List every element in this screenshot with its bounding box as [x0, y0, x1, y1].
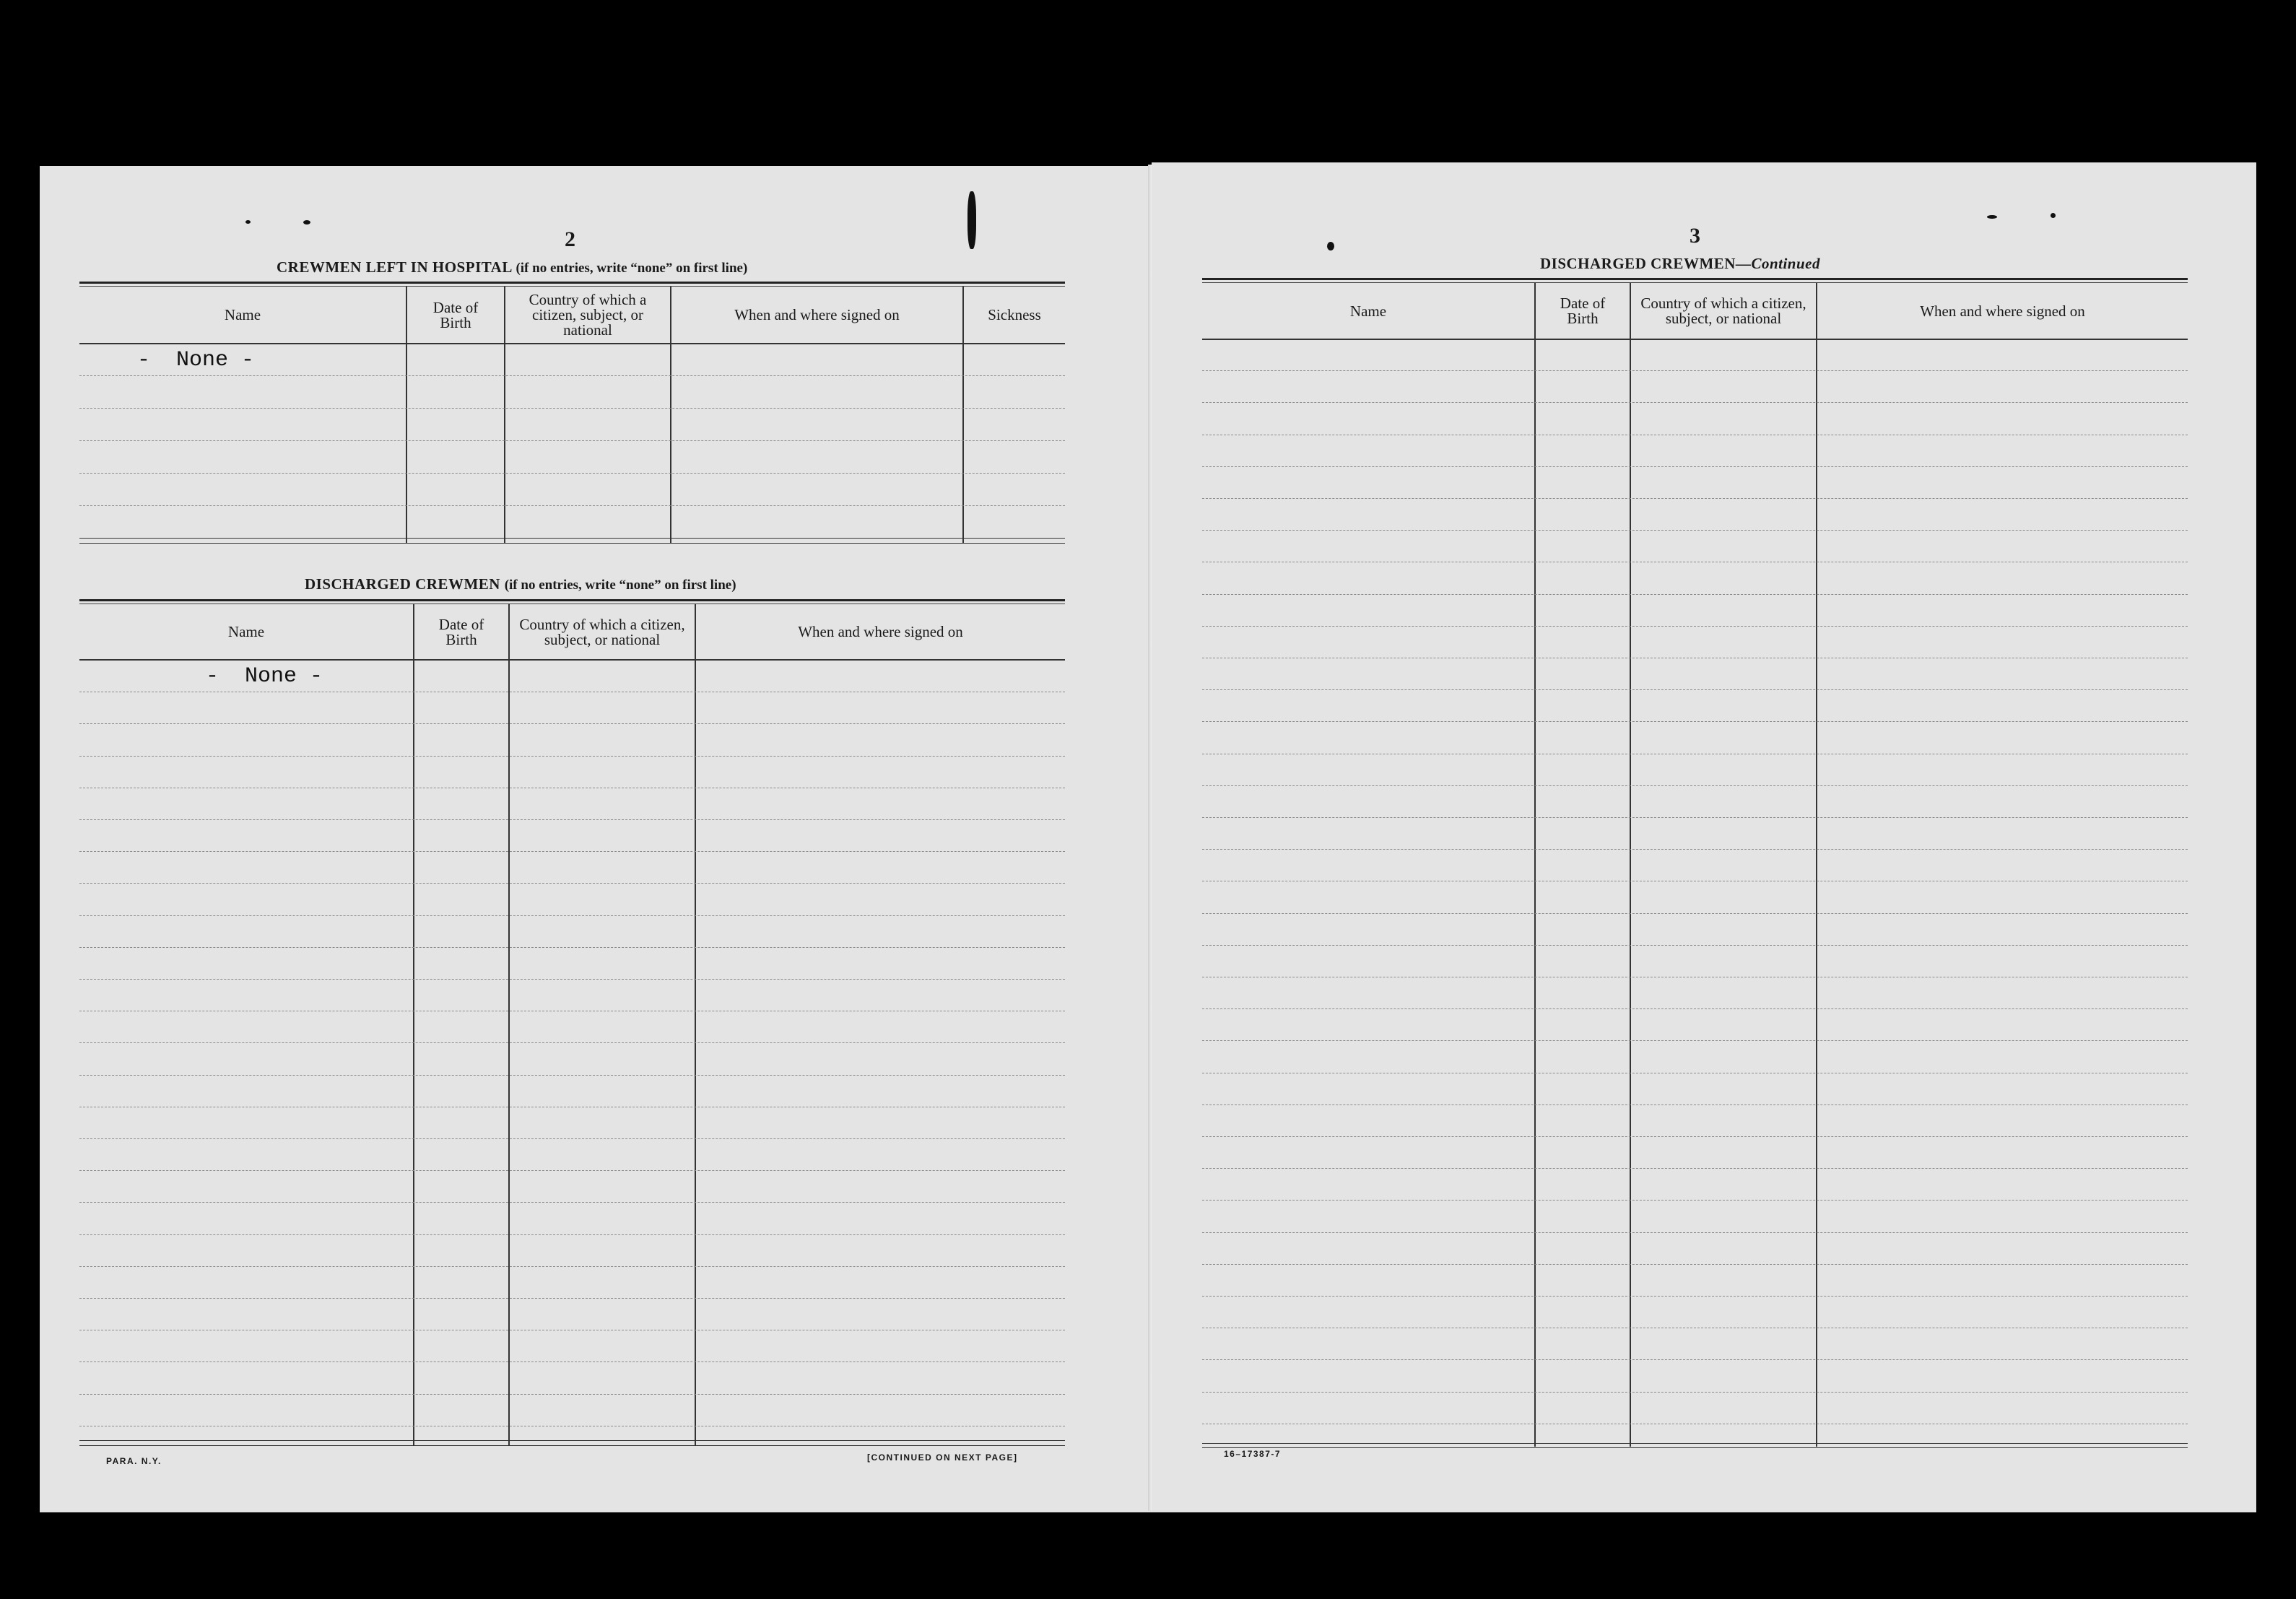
row-line	[1202, 402, 2188, 403]
row-line	[1202, 721, 2188, 722]
col-header-name: Name	[227, 623, 265, 640]
page-number: 3	[1690, 224, 1700, 248]
col-header-sickness: Sickness	[988, 306, 1041, 323]
row-line	[79, 1075, 1065, 1076]
row-line	[79, 1394, 1065, 1395]
row-line	[1202, 849, 2188, 850]
col-header-name: Name	[224, 306, 261, 323]
discharged-title-text: DISCHARGED CREWMEN	[305, 575, 500, 593]
discharged-instruction: (if no entries, write “none” on first line)	[504, 578, 736, 593]
row-line	[1202, 626, 2188, 627]
row-line	[79, 915, 1065, 916]
row-line	[1202, 913, 2188, 914]
col-header-date-of-birth: Date of Birth	[438, 615, 484, 648]
row-line	[79, 947, 1065, 948]
row-line	[1202, 1296, 2188, 1297]
hospital-instruction: (if no entries, write “none” on first line)	[516, 261, 748, 276]
row-line	[1202, 1200, 2188, 1201]
row-line	[79, 1138, 1065, 1139]
col-header-name: Name	[1349, 302, 1387, 320]
col-header-country: Country of which a citizen, subject, or national	[529, 291, 647, 339]
hospital-table	[79, 282, 1065, 546]
section-title-suffix: —Continued	[1735, 255, 1820, 272]
row-line	[79, 1234, 1065, 1235]
hospital-section-title	[277, 258, 747, 276]
row-line	[1202, 1008, 2188, 1009]
row-line	[1202, 466, 2188, 467]
row-line	[79, 979, 1065, 980]
discharged-table	[79, 599, 1065, 1449]
row-line	[1202, 1392, 2188, 1393]
row-line	[79, 1361, 1065, 1362]
hospital-first-entry: - None -	[137, 348, 255, 372]
left-page	[40, 166, 1152, 1512]
col-header-date-of-birth: Date of Birth	[1560, 295, 1606, 327]
col-header-country: Country of which a citizen, subject, or national	[1640, 295, 1806, 327]
form-number: 16–17387-7	[1224, 1449, 1282, 1459]
col-header-signed-on: When and where signed on	[734, 306, 900, 323]
hospital-title-text: CREWMEN LEFT IN HOSPITAL	[277, 258, 512, 276]
page-number: 2	[565, 227, 575, 251]
row-line	[1202, 530, 2188, 531]
continued-note: [CONTINUED ON NEXT PAGE]	[867, 1452, 1018, 1463]
row-line	[1202, 1040, 2188, 1041]
ink-speck	[2051, 213, 2056, 218]
row-line	[79, 1266, 1065, 1267]
row-line	[1202, 594, 2188, 595]
printer-mark: PARA. N.Y.	[106, 1456, 162, 1466]
row-line	[1202, 1359, 2188, 1360]
ink-speck	[1327, 242, 1334, 250]
section-title	[1540, 255, 1820, 273]
row-line	[1202, 945, 2188, 946]
row-line	[1202, 785, 2188, 786]
row-line	[79, 1202, 1065, 1203]
discharged-section-title	[305, 575, 736, 593]
row-line	[79, 851, 1065, 852]
row-line	[79, 1298, 1065, 1299]
row-line	[79, 883, 1065, 884]
row-line	[1202, 689, 2188, 690]
row-line	[79, 723, 1065, 724]
row-line	[1202, 370, 2188, 371]
col-header-signed-on: When and where signed on	[798, 623, 963, 640]
row-line	[1202, 1168, 2188, 1169]
row-line	[1202, 817, 2188, 818]
ink-mark	[967, 191, 976, 249]
right-page	[1152, 162, 2256, 1512]
ink-speck	[1987, 215, 1997, 219]
ink-speck	[303, 220, 310, 225]
row-line	[1202, 1232, 2188, 1233]
discharged-first-entry: - None -	[206, 664, 323, 689]
row-line	[1202, 1136, 2188, 1137]
ink-speck	[245, 220, 251, 224]
col-header-date-of-birth: Date of Birth	[432, 298, 479, 331]
col-header-signed-on: When and where signed on	[1920, 302, 2085, 320]
row-line	[1202, 1264, 2188, 1265]
section-title-text: DISCHARGED CREWMEN	[1540, 255, 1736, 272]
row-line	[79, 1170, 1065, 1171]
row-line	[1202, 498, 2188, 499]
discharged-continued-table	[1202, 278, 2188, 1447]
row-line	[79, 756, 1065, 757]
col-header-country: Country of which a citizen, subject, or national	[519, 615, 685, 648]
row-line	[79, 1042, 1065, 1043]
row-line	[79, 819, 1065, 820]
